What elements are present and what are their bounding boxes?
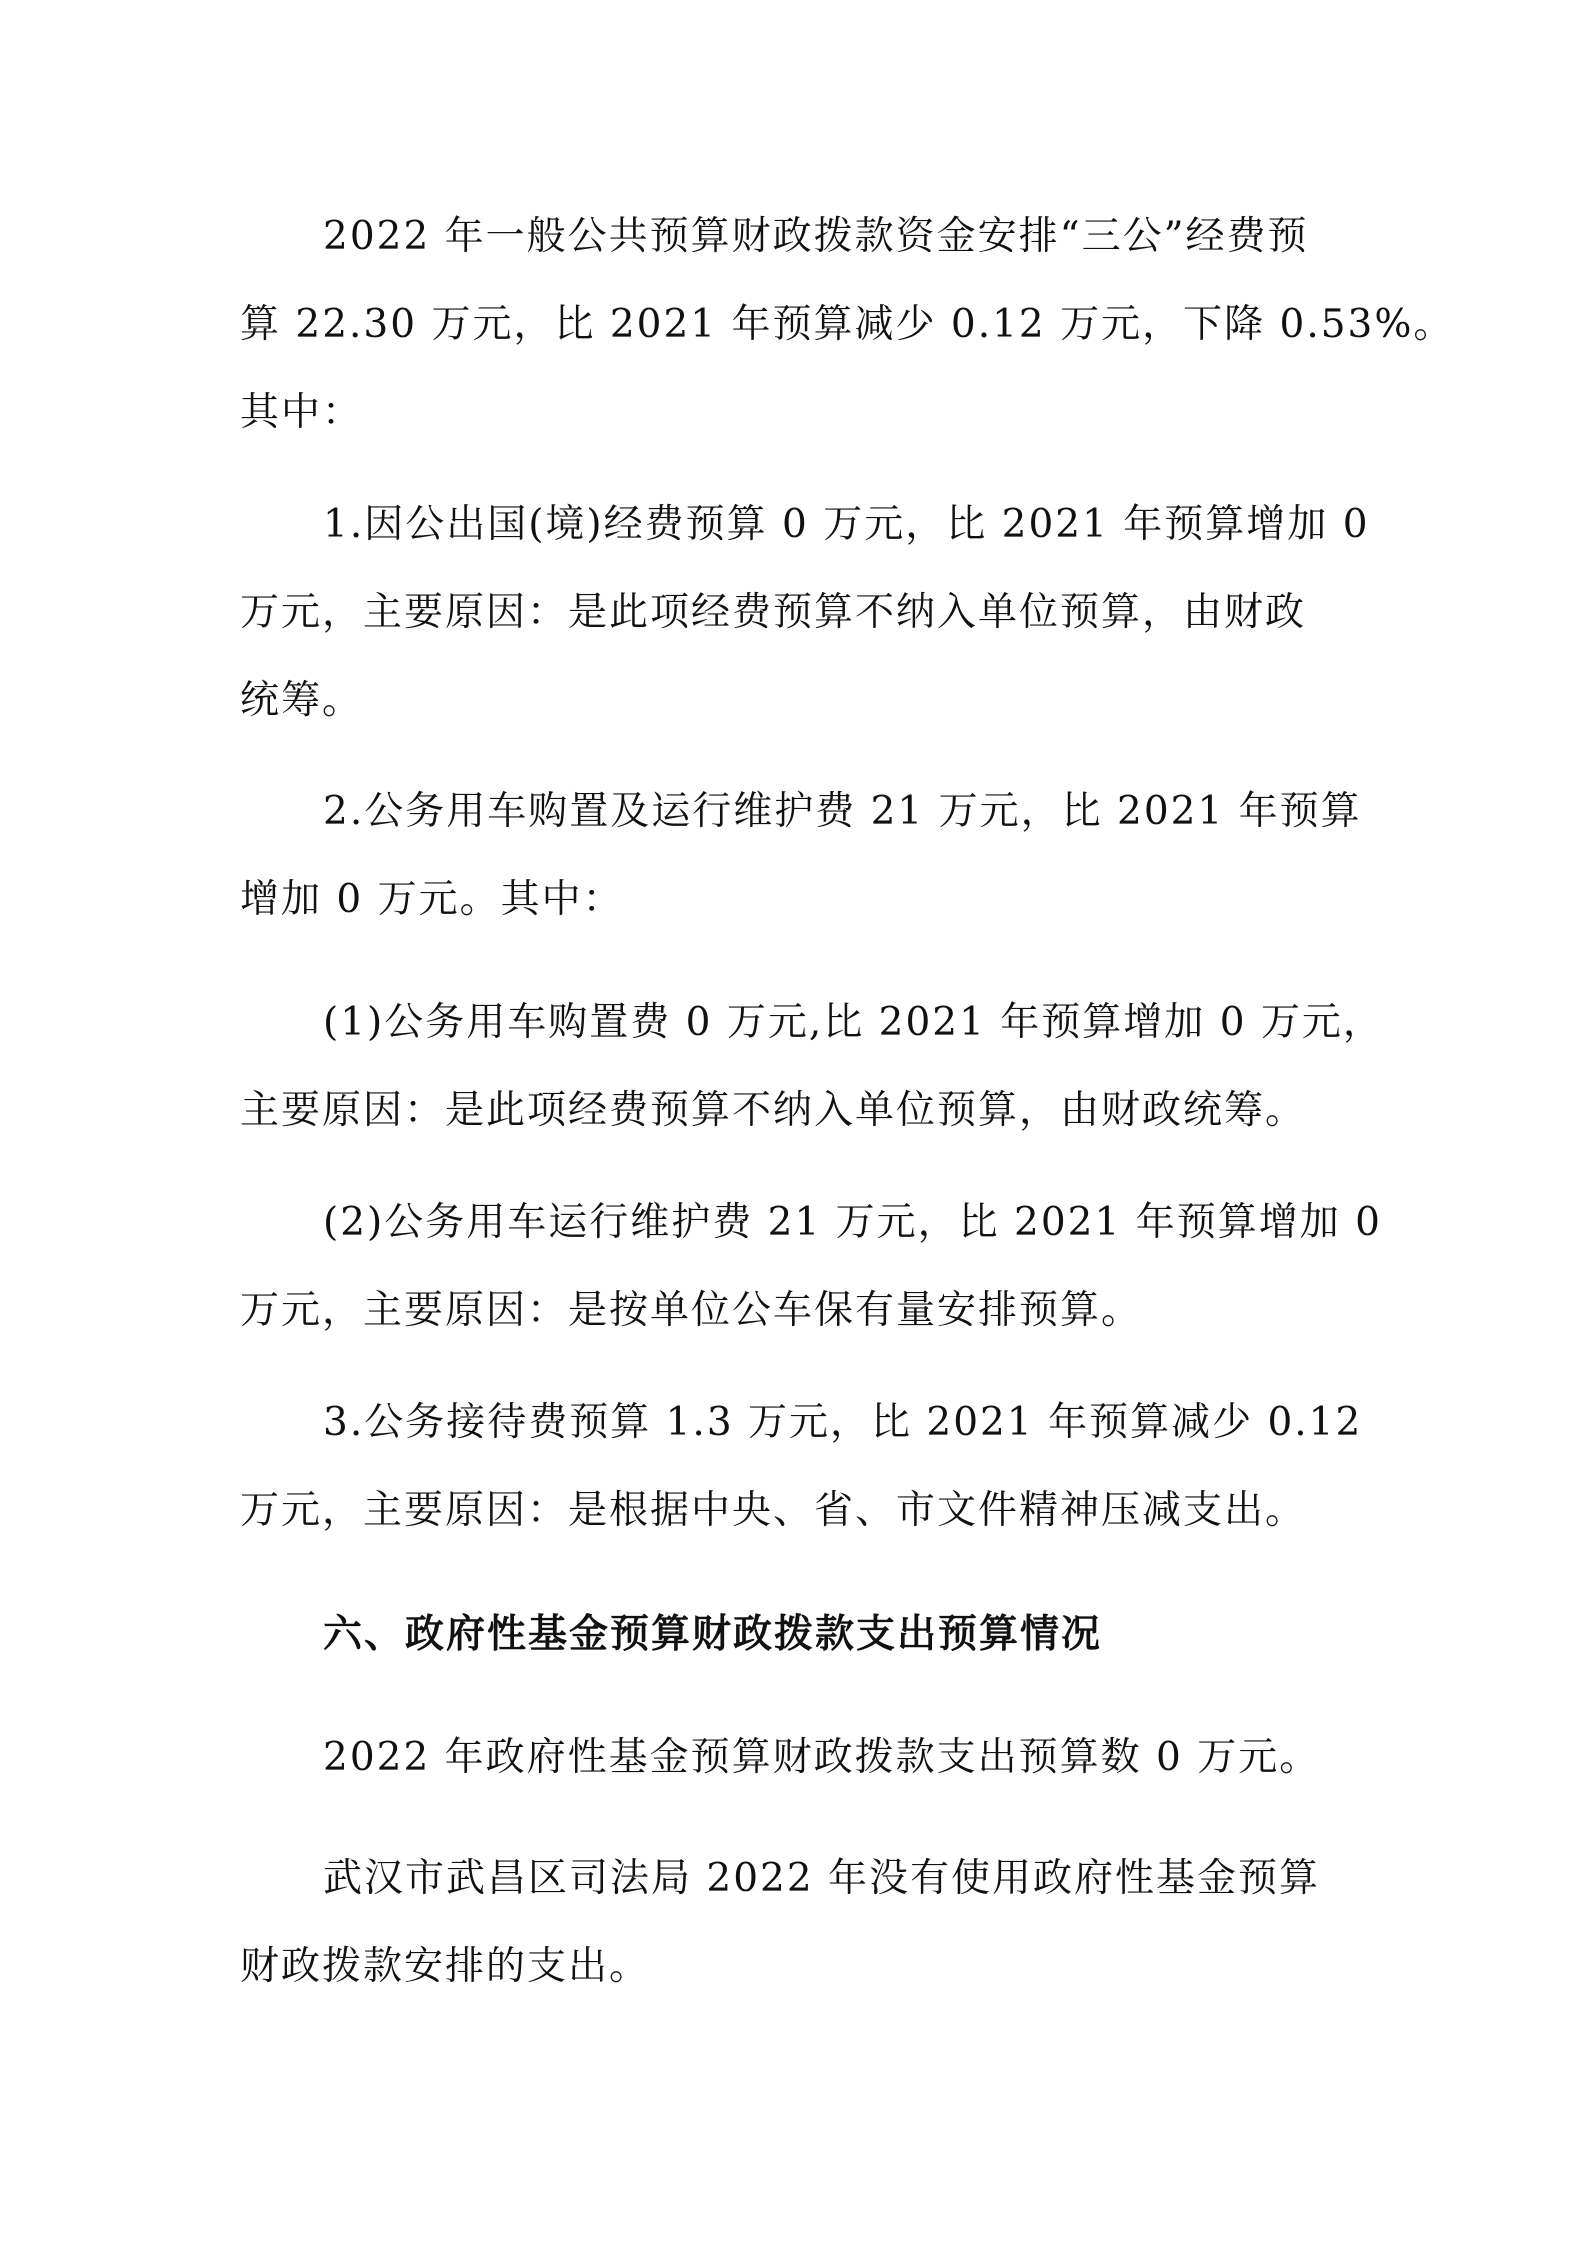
paragraph-fund-budget-total [240, 1714, 1350, 1802]
text-line: 2022 年一般公共预算财政拨款资金安排“三公”经费预 [323, 214, 1309, 259]
paragraph-item-2-2-operation [240, 1179, 1382, 1355]
paragraph-item-2-vehicles [240, 768, 1362, 944]
section-heading: 六、政府性基金预算财政拨款支出预算情况 [323, 1612, 1103, 1657]
paragraph-fund-no-use [240, 1835, 1350, 2011]
text-line: 万元，主要原因：是按单位公车保有量安排预算。 [240, 1288, 1143, 1333]
paragraph-three-public-summary [240, 193, 1455, 457]
text-line: 万元，主要原因：是根据中央、省、市文件精神压减支出。 [240, 1488, 1307, 1533]
text-line: 主要原因：是此项经费预算不纳入单位预算，由财政统筹。 [240, 1088, 1307, 1133]
text-line: 统筹。 [240, 678, 364, 723]
text-line: 其中： [240, 390, 364, 435]
paragraph-item-3-reception [240, 1379, 1363, 1555]
text-line: 1.因公出国(境)经费预算 0 万元，比 2021 年预算增加 0 [323, 502, 1370, 547]
text-line: 增加 0 万元。其中： [240, 877, 624, 922]
text-line: 算 22.30 万元，比 2021 年预算减少 0.12 万元，下降 0.53%。 [240, 302, 1455, 347]
text-line: (2)公务用车运行维护费 21 万元，比 2021 年预算增加 0 [323, 1200, 1382, 1245]
text-line: 2.公务用车购置及运行维护费 21 万元，比 2021 年预算 [323, 789, 1362, 834]
text-line: 武汉市武昌区司法局 2022 年没有使用政府性基金预算 [323, 1856, 1321, 1901]
text-line: (1)公务用车购置费 0 万元,比 2021 年预算增加 0 万元， [323, 1000, 1384, 1045]
text-line: 财政拨款安排的支出。 [240, 1944, 651, 1989]
text-line: 万元，主要原因：是此项经费预算不纳入单位预算，由财政 [240, 590, 1307, 635]
text-line: 2022 年政府性基金预算财政拨款支出预算数 0 万元。 [323, 1735, 1321, 1780]
paragraph-item-2-1-purchase [240, 979, 1384, 1155]
paragraph-item-1-overseas [240, 481, 1370, 745]
text-line: 3.公务接待费预算 1.3 万元，比 2021 年预算减少 0.12 [323, 1400, 1363, 1445]
